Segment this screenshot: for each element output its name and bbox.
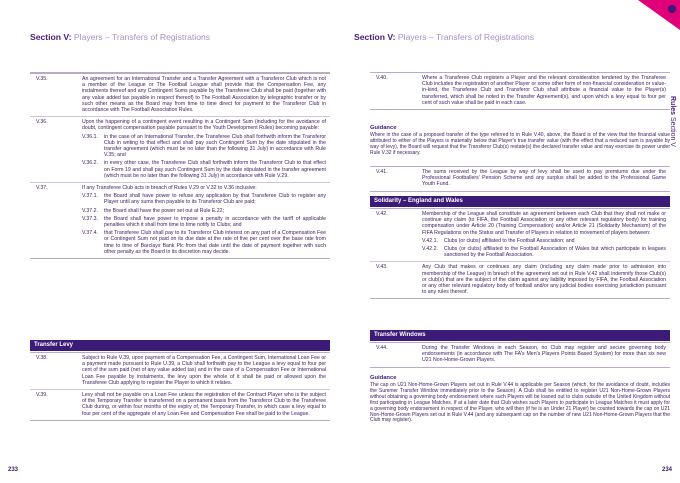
rule-text: During the Transfer Windows in each Season, no Club may register and secure governing body endorsements (in accordance with The FA's Men's Players Points Based System) for more than six new U21 Non-Home-Grown Players. [422, 345, 666, 364]
sub-rule-number: V.37.4. [82, 230, 98, 237]
sub-rule [82, 193, 326, 205]
rule-v44-block [370, 342, 670, 368]
side-tab-label [669, 96, 676, 147]
rule-v41-block [370, 166, 670, 192]
rule-body [82, 76, 330, 113]
rule-number: V.43. [376, 264, 388, 271]
rule-text: Any Club that makes or continues any claim (including any claim made prior to admission into membership of the League) in breach of the agreement set out in Rule V.42 shall indemnify those Club(s) or club(s) that are the subject of the claim against any liability imposed by FIFA, the Football Association or any other relevant regulatory body of football and/or any judicial bodies exercising jurisdiction pursuant to any rules thereof. [422, 264, 666, 296]
rule-body [82, 119, 330, 179]
sub-rule-number: V.37.2. [82, 207, 98, 214]
rule-number: V.44. [376, 345, 388, 351]
rule-text: Levy shall not be payable on a Loan Fee unless the registration of the Contract Player who is the subject of the Temporary Transfer is transferred on a permanent basis from the Transferor Club to the Transferee Club during, or within four months of the expiry of, the Temporary Transfer, in which case a levy equal to four per cent of the aggregate of any Loan Fee and Compensation Fee shall be paid to the League. [82, 392, 326, 417]
rule-text: Subject to Rule V.39, upon payment of a Compensation Fee, a Contingent Sum, International Loan Fee or a payment made pursuant to Rule U.39, a Club shall forthwith pay to the League a levy equal to four per cent of the sum paid (net of any value added tax) and in the case of a Compensation Fee or International Loan Fee payable by instalments, the levy upon the whole of it shall be paid or allowed upon the Transferee Club applying to register the Player to which it relates. [82, 355, 326, 386]
sub-rule-text: the Board shall have the power set out at Rule E.22; [104, 207, 224, 214]
rule-row [30, 183, 330, 258]
sub-rule-text: the Board shall have power to impose a penalty in accordance with the tariff of applicable penalties which it shall from time to time notify to Clubs; and [104, 215, 326, 229]
rule-number: V.39. [36, 392, 48, 399]
guidance-text-1: Where in the case of a proposed transfer of the type referred to in Rule V.40, above, the Board is of the view that the financial value attributed to either of the Players is materially below that Player's true transfer value (with the effect that a reduced sum is payable by way of levy), the Board will request that the Transferor Club(s) restate(s) the declared transfer value and may exercise its power under Rule V.32 if necessary. [370, 132, 670, 156]
sub-rule-number: V.42.2. [422, 246, 438, 253]
header-title: Players – Transfers of Registrations [395, 32, 535, 42]
sub-rule [82, 208, 326, 214]
rule-body [422, 211, 670, 258]
rule-number: V.41. [376, 169, 388, 175]
header-section: Section V: [354, 32, 396, 42]
sub-rule-number: V.37.3. [82, 215, 98, 222]
sub-rule-text: Clubs (or clubs) affiliated to the Football Association; and [444, 237, 575, 244]
sub-rule-text: the Board shall have power to refuse any application by that Transferee Club to register any Player until any sums then payable to its Transferor Club are paid; [104, 193, 326, 206]
rule-text: Where a Transferee Club registers a Player and the relevant consideration tendered by the Transferee Club includes the registration of another Player or some other form of non-financial consideration or value-in-kind, the Transferee Club and Transferor Club shall attribute a financial value to the Player(s) transferred, which shall be noted in the Transfer Agreement(s), and upon which a levy equal to four per cent of such value shall be paid in each case. [422, 75, 666, 106]
sub-rule [422, 238, 666, 244]
band-transfer-windows: Transfer Windows [370, 330, 670, 341]
band-solidarity: Solidarity – England and Wales [370, 196, 670, 207]
guidance-heading-1: Guidance [370, 125, 397, 131]
sub-rule [82, 134, 326, 159]
rule-row [370, 167, 670, 191]
sub-rule-text: Clubs (or clubs) affiliated to the Football Association of Wales but which participate in leagues sanctioned by the Football Association. [444, 246, 666, 259]
sub-rule-number: V.36.2. [82, 160, 98, 167]
rule-text: If any Transferee Club acts in breach of Rules V.29 or V.32 to V.36 inclusive: [82, 185, 257, 192]
band-transfer-levy: Transfer Levy [30, 340, 330, 351]
sub-rule-number: V.37.1. [82, 193, 98, 200]
rule-row [370, 262, 670, 298]
side-label-rest: Section V [669, 115, 676, 147]
rule-text: Upon the happening of a contingent event resulting in a Contingent Sum (including for the avoidance of doubt, contingent compensation payable pursuant to the Youth Development Rules) becoming payable: [82, 119, 326, 132]
rule-row [30, 74, 330, 117]
sub-rule-text: in the case of an International Transfer, the Transferee Club shall forthwith inform the Transferor Club in writing to that effect and shall pay such Contingent Sum by the date stipulated in the transfer agreement (which must be no later than the following 31 July) in accordance with Rule V.35; and [104, 133, 326, 159]
rule-text: Membership of the League shall constitute an agreement between each Club that they shall not make or continue any claim (to FIFA, the Football Association or any other relevant regulatory body) for training compensation under Article 20 (Training Compensation) and/or Article 21 (Solidarity Mechanism) of the FIFA Regulations on the Status and Transfer of Players in relation to movement of players between: [422, 211, 666, 236]
rule-text: An agreement for an International Transfer and a Transfer Agreement with a Transferor Club which is not a member of the League or The Football League shall provide that the Compensation Fee, any instalments thereof and any Contingent Sums payable by the Transferee Club shall be paid (together with any value added tax payable in respect thereof) to The Football Association by telegraphic transfer or by such other means as the Board may from time to time direct for payment to the Transferor Club in accordance with The Football Association Rules. [82, 76, 326, 114]
rule-v40-block [370, 72, 670, 110]
sub-rule-number: V.42.1. [422, 237, 438, 244]
rules-block-b [30, 352, 330, 421]
header-title: Players – Transfers of Registrations [71, 32, 211, 42]
rule-row [30, 353, 330, 390]
guidance-heading-2: Guidance [370, 375, 397, 381]
sub-rule [82, 230, 326, 255]
page-number-right: 234 [661, 467, 672, 473]
header-section: Section V: [30, 32, 72, 42]
page-number-left: 233 [8, 467, 19, 473]
sub-rule [82, 160, 326, 179]
sub-rule [422, 246, 666, 258]
sub-rule-text: in every other case, the Transferee Club shall forthwith inform the Transferor Club to that effect on Form 19 and shall pay such Contingent Sum by the date stipulated in the transfer agreement (which must be no later than the following 31 July) in accordance with Rule V.29. [104, 160, 326, 179]
rule-row [30, 117, 330, 183]
side-label-bold: Rules [669, 96, 676, 116]
league-logo-icon [638, 0, 680, 30]
right-page [340, 0, 680, 483]
rule-body [82, 355, 330, 386]
sub-rule-text: that Transferee Club shall pay to its Transferor Club interest on any part of a Compensation Fee or Contingent Sum not paid on its due date at the rate of five per cent over the base rate from time to time of Barclays Bank Plc from that date until the date of payment together with such other penalty as the Board in its discretion may decide. [104, 230, 326, 255]
right-page-header [354, 32, 534, 42]
rule-body [422, 264, 670, 295]
left-page-header [30, 32, 210, 42]
rule-row [30, 390, 330, 420]
rule-number: V.35. [36, 76, 48, 82]
rule-body [82, 185, 330, 255]
rule-text: The sums received by the League by way of levy shall be used to pay premiums due under the Professional Footballers' Pension Scheme and any surplus shall be added to the Professional Game Youth Fund. [422, 169, 666, 188]
rules-block-c [370, 208, 670, 299]
sub-rule [82, 216, 326, 228]
rule-row [370, 343, 670, 367]
sub-rule-number: V.36.1. [82, 133, 98, 140]
rule-row [370, 73, 670, 109]
rule-number: V.42. [376, 211, 388, 217]
guidance-text-2: The cap on U21 Non-Home-Grown Players set out in Rule V.44 is applicable per Season (which, for the avoidance of doubt, includes the Summer Transfer Window immediately prior to the Season). A Club shall be entitled to register U21 Non-Home-Grown Players without obtaining a governing body endorsement where such Players will be loaned out to clubs outside of the United Kingdom without first participating in League Matches. If at a later date that Club wishes such Players to participate in League Matches it must apply for a governing body endorsement in respect of the Player, who will then (if he is an Under 21 Player) be counted towards the cap on U21 Non-Home-Grown Players set out in Rule V.44 (and any subsequent cap on the number of new U21 Non-Home-Grown Players that the Club may register). [370, 382, 670, 424]
rule-row [370, 209, 670, 262]
rule-number: V.40. [376, 75, 388, 81]
rules-block-a [30, 73, 330, 259]
rule-number: V.38. [36, 355, 48, 361]
rule-number: V.36. [36, 119, 48, 126]
rule-body [82, 392, 330, 417]
rule-number: V.37. [36, 185, 48, 192]
